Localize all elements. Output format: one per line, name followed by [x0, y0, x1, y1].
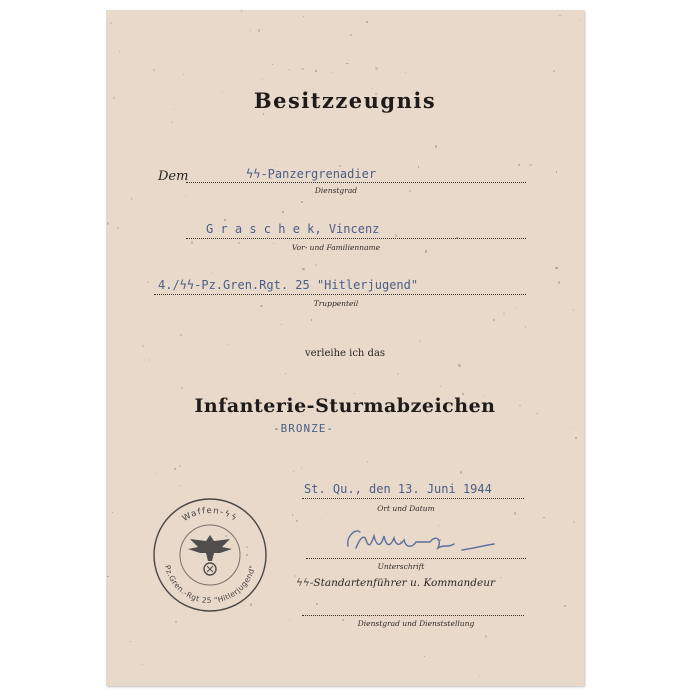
- paper-speckle: [395, 234, 398, 237]
- place-date-caption: Ort und Datum: [377, 504, 435, 513]
- paper-speckle: [179, 485, 180, 486]
- paper-speckle: [228, 344, 229, 345]
- paper-speckle: [331, 72, 332, 73]
- paper-speckle: [212, 313, 213, 314]
- paper-speckle: [573, 521, 575, 523]
- paper-speckle: [281, 324, 282, 325]
- official-stamp: [150, 495, 270, 615]
- paper-speckle: [241, 10, 243, 12]
- paper-speckle: [301, 468, 302, 469]
- paper-speckle: [493, 319, 494, 320]
- name-value: G r a s c h e k, Vincenz: [206, 222, 380, 236]
- paper-speckle: [185, 195, 186, 196]
- paper-speckle: [556, 171, 557, 172]
- paper-speckle: [367, 461, 369, 463]
- unit-line: [154, 294, 526, 295]
- paper-speckle: [353, 393, 354, 394]
- paper-speckle: [275, 165, 276, 166]
- rank-line: [186, 182, 526, 183]
- paper-speckle: [263, 113, 265, 115]
- paper-speckle: [397, 373, 399, 375]
- paper-speckle: [289, 619, 290, 620]
- paper-speckle: [282, 211, 284, 213]
- paper-speckle: [119, 51, 120, 52]
- paper-speckle: [224, 219, 225, 220]
- paper-speckle: [564, 605, 566, 607]
- paper-speckle: [543, 517, 544, 518]
- name-line: [186, 238, 526, 239]
- paper-speckle: [302, 268, 304, 270]
- paper-speckle: [405, 72, 406, 73]
- paper-speckle: [375, 67, 377, 69]
- paper-speckle: [500, 577, 502, 579]
- unit-caption: Truppenteil: [313, 299, 359, 308]
- paper-speckle: [260, 305, 263, 308]
- paper-speckle: [503, 313, 505, 315]
- paper-speckle: [518, 164, 520, 166]
- paper-speckle: [301, 68, 303, 70]
- paper-speckle: [117, 227, 119, 229]
- paper-speckle: [460, 471, 462, 473]
- paper-speckle: [288, 69, 290, 71]
- signature-line: [306, 558, 526, 559]
- paper-speckle: [153, 69, 155, 71]
- paper-speckle: [558, 281, 560, 283]
- paper-speckle: [130, 641, 131, 642]
- paper-speckle: [409, 190, 411, 192]
- paper-speckle: [425, 250, 427, 252]
- signer-line: [302, 615, 524, 616]
- unit-value: 4./ϟϟ-Pz.Gren.Rgt. 25 "Hitlerjugend": [158, 278, 419, 292]
- paper-speckle: [301, 201, 303, 203]
- signature-caption: Unterschrift: [377, 562, 425, 571]
- paper-speckle: [124, 65, 125, 66]
- paper-speckle: [262, 79, 263, 80]
- award-class: -BRONZE-: [273, 422, 334, 435]
- paper-speckle: [575, 437, 577, 439]
- paper-speckle: [315, 264, 317, 266]
- signer-caption: Dienstgrad und Dienststellung: [357, 619, 475, 628]
- paper-speckle: [175, 621, 177, 623]
- paper-speckle: [348, 63, 349, 64]
- rank-value: ϟϟ-Panzergrenadier: [246, 167, 377, 181]
- signer-title: ϟϟ-Standartenführer u. Kommandeur: [296, 577, 496, 589]
- paper-speckle: [293, 471, 294, 472]
- paper-speckle: [524, 66, 525, 67]
- eagle-emblem: [188, 535, 232, 575]
- paper-speckle: [515, 307, 517, 309]
- paper-speckle: [317, 652, 318, 653]
- signature: [326, 518, 506, 558]
- paper-speckle: [337, 318, 338, 319]
- dem-prefix: Dem: [158, 169, 189, 184]
- paper-speckle: [110, 22, 112, 24]
- paper-speckle: [272, 64, 273, 65]
- paper-speckle: [250, 30, 251, 31]
- stamp-bottom-text: Pz.Gren.-Rgt 25 "Hitlerjugend": [162, 564, 258, 606]
- paper-speckle: [296, 520, 298, 522]
- paper-speckle: [424, 656, 426, 658]
- paper-speckle: [419, 340, 421, 342]
- paper-speckle: [418, 166, 419, 167]
- paper-speckle: [482, 612, 483, 613]
- place-date-line: [302, 498, 524, 499]
- paper-speckle: [149, 359, 150, 360]
- paper-speckle: [529, 164, 532, 167]
- paper-speckle: [570, 428, 571, 429]
- paper-speckle: [321, 519, 322, 520]
- paper-speckle: [212, 272, 214, 274]
- paper-speckle: [479, 676, 480, 677]
- paper-speckle: [311, 319, 313, 321]
- document-title: Besitzzeugnis: [253, 88, 437, 113]
- certificate-paper: [106, 10, 584, 686]
- paper-speckle: [514, 512, 516, 514]
- paper-speckle: [315, 70, 317, 72]
- award-name: Infanterie-Sturmabzeichen: [194, 395, 496, 417]
- paper-speckle: [285, 373, 287, 375]
- paper-speckle: [171, 121, 173, 123]
- paper-speckle: [435, 145, 437, 147]
- paper-speckle: [253, 424, 254, 425]
- paper-speckle: [553, 70, 555, 72]
- paper-speckle: [485, 635, 488, 638]
- paper-speckle: [107, 576, 108, 577]
- paper-speckle: [292, 514, 294, 516]
- svg-text:Waffen-ϟϟ: [181, 506, 240, 524]
- paper-speckle: [191, 241, 193, 243]
- paper-speckle: [303, 16, 305, 18]
- paper-speckle: [366, 21, 368, 23]
- paper-speckle: [559, 15, 560, 16]
- paper-speckle: [350, 34, 353, 37]
- paper-speckle: [555, 267, 557, 269]
- paper-speckle: [579, 20, 580, 21]
- paper-speckle: [258, 29, 260, 31]
- paper-speckle: [131, 198, 133, 200]
- paper-speckle: [238, 242, 240, 244]
- rank-caption: Dienstgrad: [314, 186, 358, 195]
- paper-speckle: [342, 619, 344, 621]
- paper-speckle: [440, 386, 441, 387]
- paper-speckle: [525, 326, 526, 327]
- paper-speckle: [181, 387, 183, 389]
- paper-speckle: [183, 74, 184, 75]
- paper-speckle: [573, 309, 574, 310]
- paper-speckle: [225, 173, 226, 174]
- paper-speckle: [179, 465, 181, 467]
- paper-speckle: [147, 281, 149, 283]
- paper-speckle: [156, 472, 157, 473]
- paper-speckle: [142, 345, 144, 347]
- paper-speckle: [107, 222, 110, 225]
- paper-speckle: [174, 468, 176, 470]
- paper-speckle: [316, 603, 318, 605]
- name-caption: Vor- und Familienname: [291, 243, 381, 252]
- grant-text: verleihe ich das: [304, 348, 386, 359]
- paper-speckle: [142, 664, 144, 666]
- stamp-top-text: Waffen-ϟϟ: [180, 505, 240, 525]
- paper-speckle: [180, 334, 182, 336]
- place-date-value: St. Qu., den 13. Juni 1944: [304, 482, 492, 496]
- paper-speckle: [458, 364, 460, 366]
- paper-speckle: [374, 421, 375, 422]
- paper-speckle: [112, 512, 113, 513]
